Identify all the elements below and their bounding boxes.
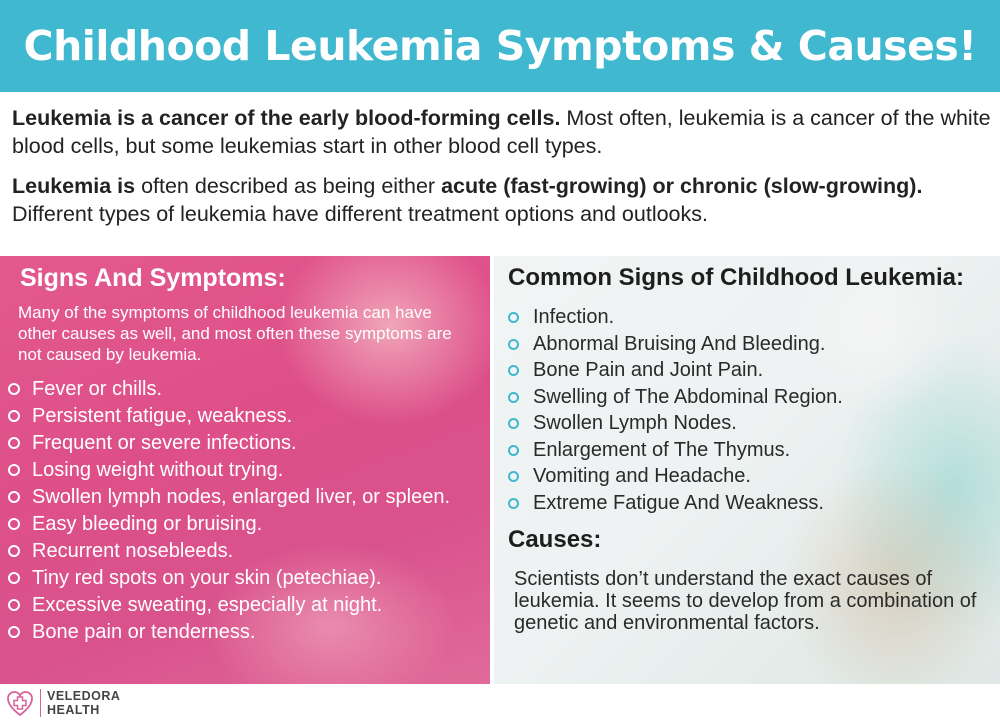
brand-line-2: HEALTH: [47, 703, 100, 717]
list-item-text: Infection.: [533, 306, 615, 328]
brand-logo: [6, 688, 120, 718]
list-item: [8, 484, 478, 511]
list-item-text: Enlargement of The Thymus.: [533, 438, 791, 461]
common-signs-panel: [494, 256, 1000, 684]
ring-bullet-icon: [508, 445, 519, 456]
footer: [0, 684, 1000, 723]
list-item-text: Excessive sweating, especially at night.: [32, 594, 383, 616]
list-item: [8, 565, 478, 592]
intro-p1-rest: Most often, leukemia is a cancer of the white blood cells, but some leukemias start in other blood cell types.: [12, 106, 991, 158]
intro-section: [12, 104, 992, 240]
brand-line-1: VELEDORA: [47, 689, 121, 703]
ring-bullet-icon: [508, 498, 519, 509]
ring-bullet-icon: [8, 437, 20, 449]
ring-bullet-icon: [8, 626, 20, 638]
causes-text: Scientists don’t understand the exact causes of leukemia. It seems to develop from a combination of genetic and environmental factors.: [514, 568, 977, 634]
ring-bullet-icon: [508, 312, 519, 323]
list-item: [508, 357, 978, 384]
list-item-text: Bone pain or tenderness.: [32, 621, 256, 643]
list-item: [8, 538, 478, 565]
common-signs-heading: Common Signs of Childhood Leukemia:: [508, 264, 964, 291]
ring-bullet-icon: [8, 491, 20, 503]
ring-bullet-icon: [508, 339, 519, 350]
list-item-text: Fever or chills.: [32, 378, 163, 400]
list-item-text: Tiny red spots on your skin (petechiae).: [32, 567, 382, 589]
logo-divider: [40, 689, 41, 717]
list-item-text: Extreme Fatigue And Weakness.: [533, 491, 824, 514]
list-item: [508, 384, 978, 411]
list-item: [8, 511, 478, 538]
causes-heading: Causes:: [508, 526, 602, 553]
brand-name: [47, 689, 120, 717]
list-item: [8, 376, 478, 403]
signs-heading: Signs And Symptoms:: [20, 264, 286, 292]
list-item: [508, 304, 978, 331]
list-item-text: Swelling of The Abdominal Region.: [533, 385, 843, 408]
list-item: [508, 463, 978, 490]
list-item-text: Frequent or severe infections.: [32, 432, 297, 454]
list-item: [8, 430, 478, 457]
list-item-text: Persistent fatigue, weakness.: [32, 405, 293, 427]
intro-p2-mid: often described as being either: [135, 174, 442, 198]
common-signs-list: [508, 304, 978, 516]
list-item-text: Vomiting and Headache.: [533, 465, 751, 487]
list-item: [8, 403, 478, 430]
list-item-text: Losing weight without trying.: [32, 459, 284, 481]
ring-bullet-icon: [8, 572, 20, 584]
ring-bullet-icon: [8, 545, 20, 557]
list-item-text: Swollen lymph nodes, enlarged liver, or spleen.: [32, 486, 451, 508]
ring-bullet-icon: [8, 410, 20, 422]
signs-and-symptoms-panel: [0, 256, 490, 684]
list-item-text: Swollen Lymph Nodes.: [533, 412, 737, 434]
list-item: [508, 331, 978, 358]
list-item: [508, 437, 978, 464]
ring-bullet-icon: [8, 383, 20, 395]
list-item: [508, 410, 978, 437]
list-item-text: Abnormal Bruising And Bleeding.: [533, 332, 826, 355]
intro-p2-bold-1: Leukemia is: [12, 174, 136, 198]
list-item-text: Easy bleeding or bruising.: [32, 513, 263, 535]
intro-paragraph-1: [12, 104, 992, 160]
list-item: [8, 457, 478, 484]
intro-p1-bold: Leukemia is a cancer of the early blood-forming cells.: [12, 106, 561, 130]
intro-p2-rest: Different types of leukemia have different treatment options and outlooks.: [12, 202, 708, 226]
ring-bullet-icon: [8, 599, 20, 611]
intro-paragraph-2: [12, 172, 992, 228]
signs-lede: Many of the symptoms of childhood leukemia can have other causes as well, and most often these symptoms are not caused by leukemia.: [18, 303, 452, 364]
intro-p2-bold-2: acute (fast-growing) or chronic (slow-growing).: [441, 174, 923, 198]
heart-cross-logo-icon: [6, 688, 34, 718]
ring-bullet-icon: [8, 518, 20, 530]
ring-bullet-icon: [508, 471, 519, 482]
signs-list: [8, 376, 478, 646]
title-banner: [0, 0, 1000, 92]
list-item: [508, 490, 978, 517]
ring-bullet-icon: [508, 418, 519, 429]
list-item: [8, 592, 478, 619]
page-title: Childhood Leukemia Symptoms & Causes!: [23, 22, 977, 70]
list-item-text: Recurrent nosebleeds.: [32, 540, 234, 562]
ring-bullet-icon: [508, 392, 519, 403]
ring-bullet-icon: [8, 464, 20, 476]
list-item: [8, 619, 478, 646]
ring-bullet-icon: [508, 365, 519, 376]
list-item-text: Bone Pain and Joint Pain.: [533, 359, 764, 381]
